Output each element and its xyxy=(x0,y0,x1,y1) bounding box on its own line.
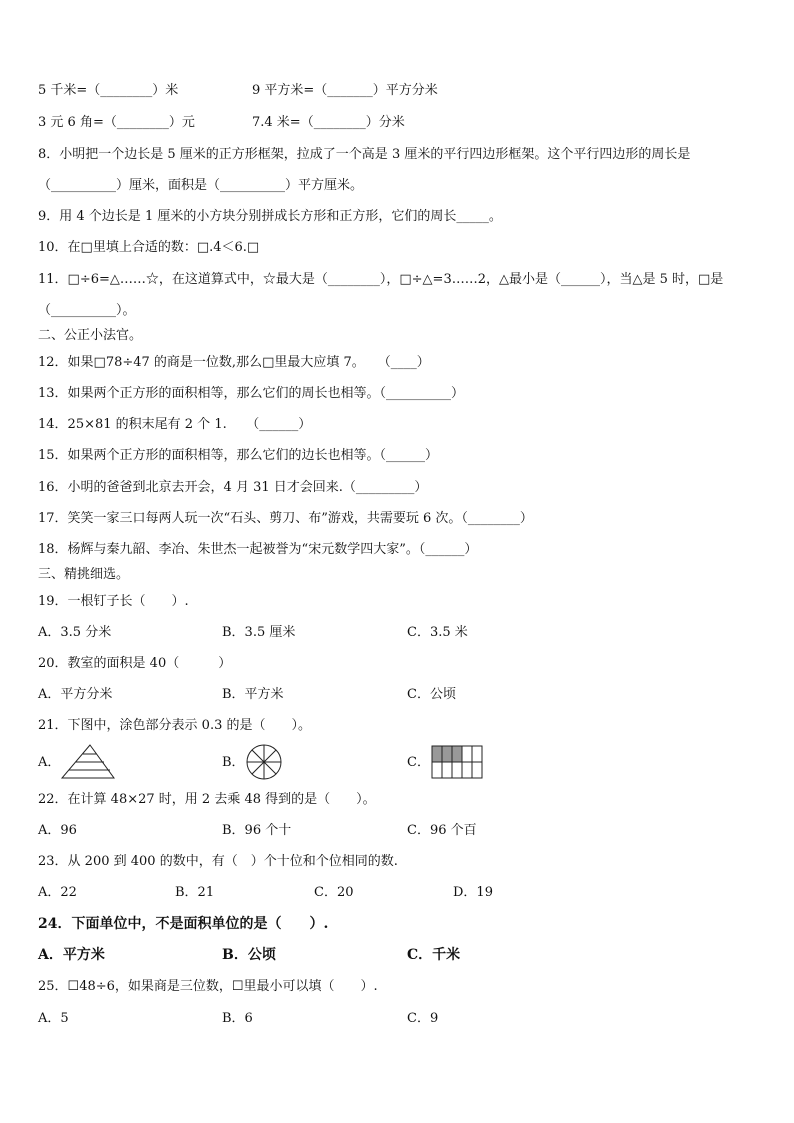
question-24-option-b: B．公顷 xyxy=(222,947,276,963)
question-25-option-c: C．9 xyxy=(407,1011,439,1026)
question-19-option-c: C．3.5 米 xyxy=(407,625,468,640)
question-21-option-c: C． xyxy=(407,755,430,770)
question-24-stem: 24．下面单位中，不是面积单位的是（ ）. xyxy=(38,916,329,932)
question-13: 13．如果两个正方形的面积相等，那么它们的周长也相等。（__________） xyxy=(38,386,465,401)
grid-figure xyxy=(431,745,483,779)
question-20-stem: 20．教室的面积是 40（ ） xyxy=(38,656,232,671)
question-22-option-b: B．96 个十 xyxy=(222,823,292,838)
question-19-stem: 19．一根钉子长（ ）. xyxy=(38,594,189,609)
grid-cell xyxy=(442,762,452,778)
circle-figure xyxy=(245,743,283,781)
question-21-option-a: A． xyxy=(38,755,61,770)
grid-cell xyxy=(472,746,482,762)
question-15: 15．如果两个正方形的面积相等，那么它们的边长也相等。（______） xyxy=(38,448,439,463)
question-8-line1: 8．小明把一个边长是 5 厘米的正方形框架，拉成了一个高是 3 厘米的平行四边形框架。这个平行四边形的周长是 xyxy=(38,147,691,162)
question-12: 12．如果□78÷47 的商是一位数,那么□里最大应填 7。 （____） xyxy=(38,355,430,370)
question-20-option-c: C．公顷 xyxy=(407,687,456,702)
question-20-option-a: A．平方分米 xyxy=(38,687,113,702)
grid-cell xyxy=(452,762,462,778)
question-18: 18．杨辉与秦九韶、李冶、朱世杰一起被誉为“宋元数学四大家”。（______） xyxy=(38,542,478,557)
question-23-option-c: C．20 xyxy=(314,885,354,900)
question-17: 17．笑笑一家三口每两人玩一次“石头、剪刀、布”游戏，共需要玩 6 次。（________） xyxy=(38,511,533,526)
question-21-stem: 21．下图中，涂色部分表示 0.3 的是（ ）。 xyxy=(38,718,311,733)
conv-row-2-right: 7.4 米=（________）分米 xyxy=(252,115,405,130)
question-25-option-a: A．5 xyxy=(38,1011,69,1026)
section-heading-choice: 三、精挑细选。 xyxy=(38,567,130,582)
triangle-figure xyxy=(60,743,116,781)
question-19-option-b: B．3.5 厘米 xyxy=(222,625,296,640)
question-16: 16．小明的爸爸到北京去开会，4 月 31 日才会回来.（_________） xyxy=(38,480,428,495)
grid-cell-shaded xyxy=(432,746,442,762)
question-23-option-d: D．19 xyxy=(453,885,493,900)
question-22-stem: 22．在计算 48×27 时，用 2 去乘 48 得到的是（ ）。 xyxy=(38,792,376,807)
question-22-option-c: C．96 个百 xyxy=(407,823,477,838)
question-20-option-b: B．平方米 xyxy=(222,687,284,702)
question-23-option-b: B．21 xyxy=(175,885,215,900)
question-10: 10．在□里填上合适的数：□.4＜6.□ xyxy=(38,240,260,255)
question-24-option-a: A．平方米 xyxy=(38,947,105,963)
question-23-option-a: A．22 xyxy=(38,885,77,900)
question-24-option-c: C．千米 xyxy=(407,947,461,963)
question-9: 9．用 4 个边长是 1 厘米的小方块分别拼成长方形和正方形，它们的周长_____。 xyxy=(38,209,502,224)
conv-row-1-left: 5 千米=（________）米 xyxy=(38,83,179,98)
question-11-line1: 11．□÷6=△……☆，在这道算式中，☆最大是（________），□÷△=3……2，△最小是（______），当△是 5 时，□是 xyxy=(38,272,724,287)
conv-row-1-right: 9 平方米=（_______）平方分米 xyxy=(252,83,438,98)
grid-cell-shaded xyxy=(452,746,462,762)
grid-cell xyxy=(432,762,442,778)
conv-row-2-left: 3 元 6 角=（________）元 xyxy=(38,115,195,130)
grid-cell xyxy=(462,746,472,762)
question-23-stem: 23．从 200 到 400 的数中，有（ ）个十位和个位相同的数. xyxy=(38,854,398,869)
question-25-stem: 25．☐48÷6，如果商是三位数，☐里最小可以填（ ）. xyxy=(38,979,378,994)
question-11-line2: （__________）。 xyxy=(38,303,136,318)
section-heading-judge: 二、公正小法官。 xyxy=(38,328,143,343)
question-19-option-a: A．3.5 分米 xyxy=(38,625,112,640)
grid-cell xyxy=(462,762,472,778)
question-8-line2: （__________）厘米，面积是（__________）平方厘米。 xyxy=(38,178,364,193)
grid-cell xyxy=(472,762,482,778)
question-22-option-a: A．96 xyxy=(38,823,77,838)
question-21-option-b: B． xyxy=(222,755,245,770)
grid-cell-shaded xyxy=(442,746,452,762)
question-25-option-b: B．6 xyxy=(222,1011,253,1026)
question-14: 14．25×81 的积末尾有 2 个 1. （______） xyxy=(38,417,312,432)
